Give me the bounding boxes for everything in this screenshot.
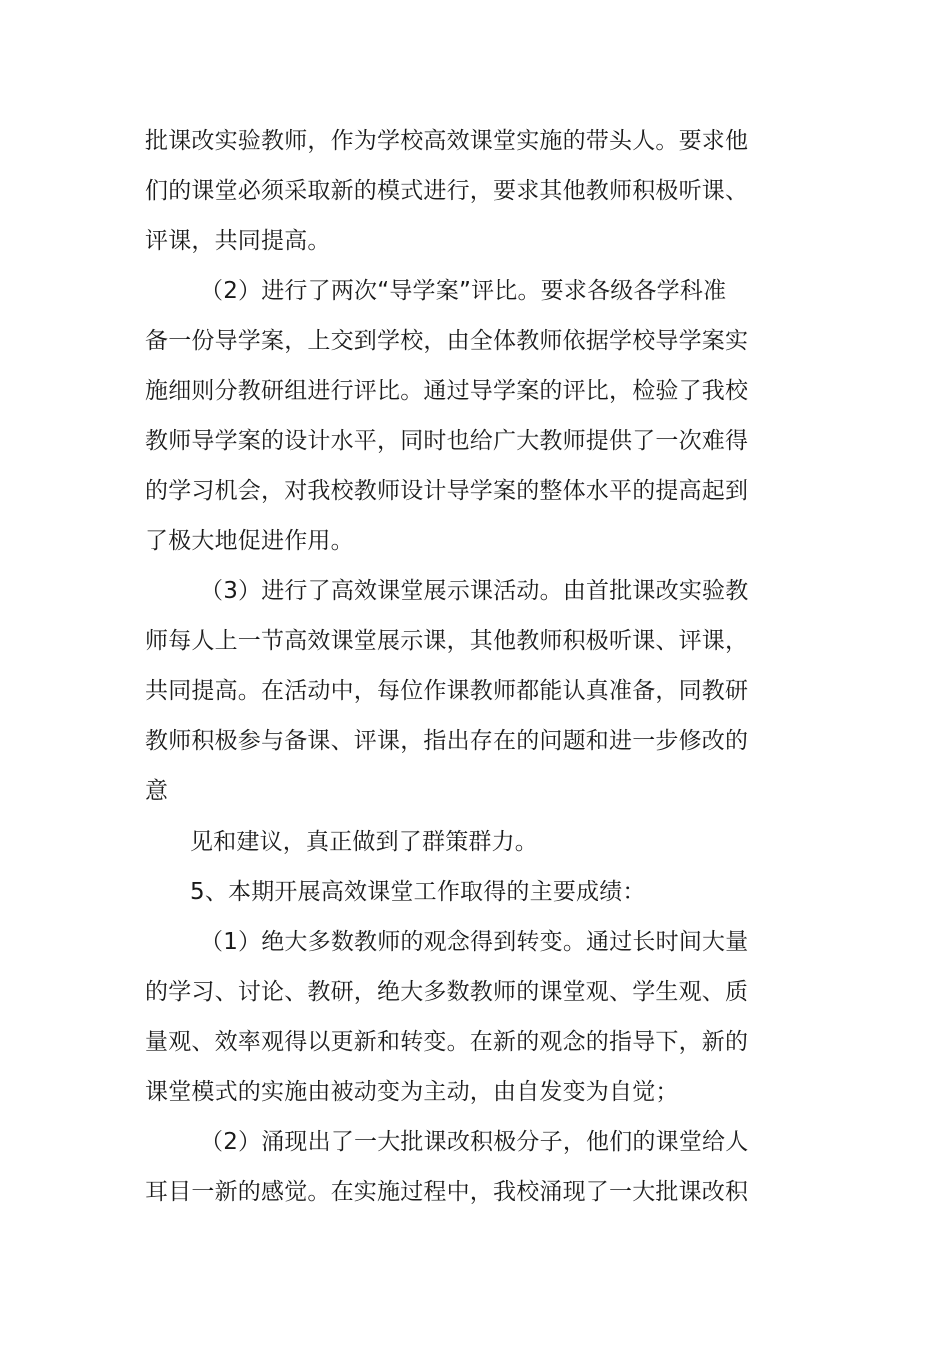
paragraph-line: （2）涌现出了一大批课改积极分子，他们的课堂给人 [200, 1129, 749, 1155]
paragraph-line: 师每人上一节高效课堂展示课，其他教师积极听课、评课， [145, 628, 749, 654]
paragraph-line: 评课，共同提高。 [145, 228, 331, 254]
paragraph-line: 见和建议，真正做到了群策群力。 [190, 829, 538, 855]
paragraph-line: 的学习机会，对我校教师设计导学案的整体水平的提高起到 [145, 478, 749, 504]
paragraph-line: 耳目一新的感觉。在实施过程中，我校涌现了一大批课改积 [145, 1179, 749, 1205]
paragraph-line: 了极大地促进作用。 [145, 528, 354, 554]
paragraph-line: 量观、效率观得以更新和转变。在新的观念的指导下，新的 [145, 1029, 749, 1055]
section-heading: 5、本期开展高效课堂工作取得的主要成绩： [190, 879, 646, 905]
paragraph-line: 们的课堂必须采取新的模式进行，要求其他教师积极听课、 [145, 178, 749, 204]
paragraph-line: 教师积极参与备课、评课，指出存在的问题和进一步修改的 [145, 728, 749, 754]
paragraph-line: 课堂模式的实施由被动变为主动，由自发变为自觉； [145, 1079, 679, 1105]
paragraph-line: 施细则分教研组进行评比。通过导学案的评比，检验了我校 [145, 378, 749, 404]
paragraph-line: 教师导学案的设计水平，同时也给广大教师提供了一次难得 [145, 428, 749, 454]
paragraph-line: （1）绝大多数教师的观念得到转变。通过长时间大量 [200, 929, 749, 955]
paragraph-line: 共同提高。在活动中，每位作课教师都能认真准备，同教研 [145, 678, 749, 704]
paragraph-line: 的学习、讨论、教研，绝大多数教师的课堂观、学生观、质 [145, 979, 749, 1005]
paragraph-line: （2）进行了两次“导学案”评比。要求各级各学科准 [200, 278, 727, 304]
paragraph-line: （3）进行了高效课堂展示课活动。由首批课改实验教 [200, 578, 749, 604]
paragraph-line: 意 [145, 778, 169, 804]
paragraph-line: 备一份导学案，上交到学校，由全体教师依据学校导学案实 [145, 328, 749, 354]
paragraph-line: 批课改实验教师，作为学校高效课堂实施的带头人。要求他 [145, 128, 749, 154]
